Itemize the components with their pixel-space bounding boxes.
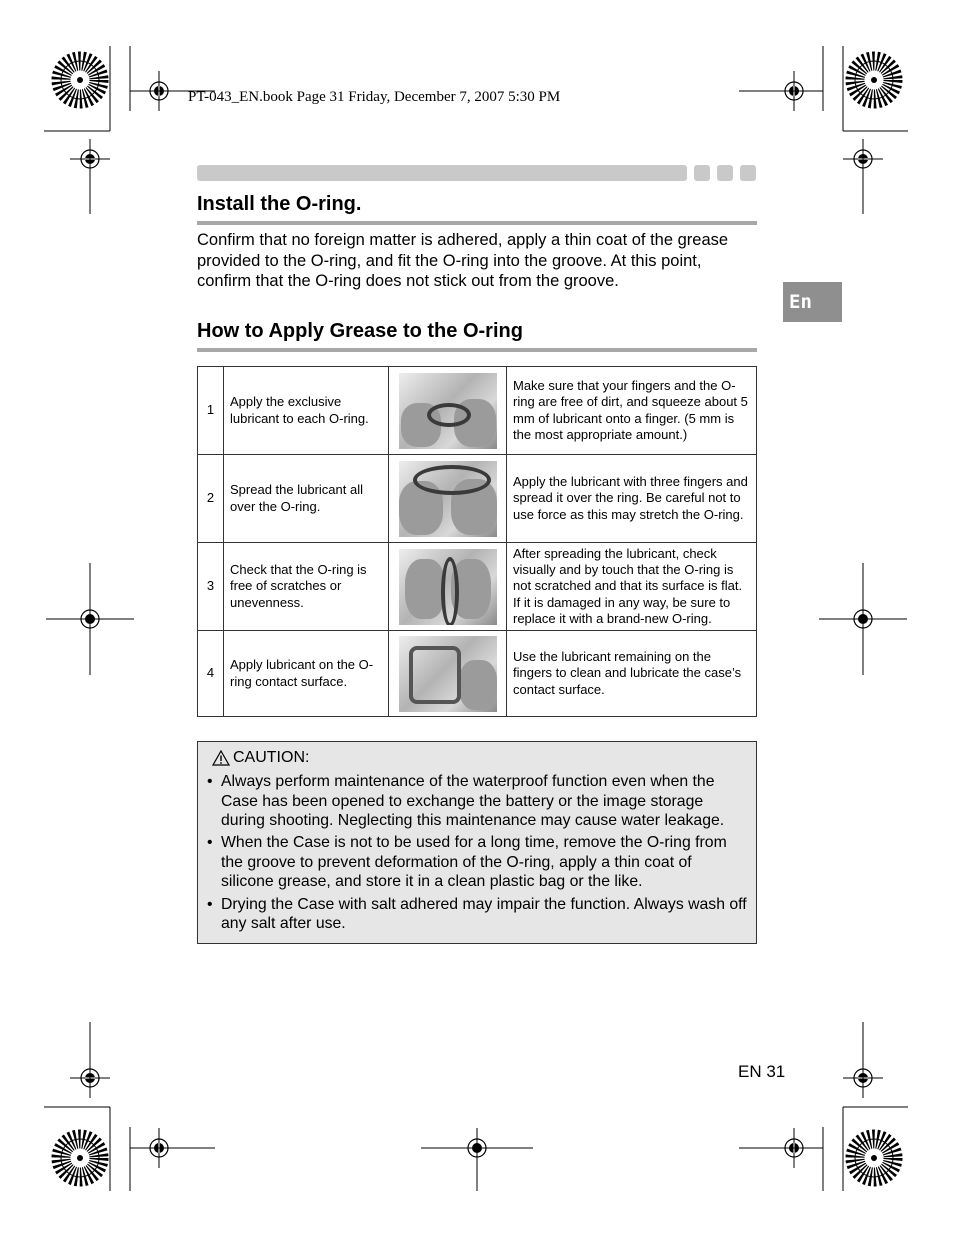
step-description: Apply the lubricant with three fingers and spread it over the ring. Be careful not to use force as this may stretch the O-ring. bbox=[507, 455, 757, 543]
step-number: 4 bbox=[198, 631, 224, 717]
step-action: Apply the exclusive lubricant to each O-ring. bbox=[224, 367, 389, 455]
step-number: 3 bbox=[198, 543, 224, 631]
hands-oring-photo bbox=[399, 373, 497, 449]
registration-star-icon bbox=[61, 61, 99, 99]
step-number: 2 bbox=[198, 455, 224, 543]
decorative-square bbox=[694, 165, 710, 181]
language-tab: En bbox=[783, 282, 842, 322]
step-description: After spreading the lubricant, check visually and by touch that the O-ring is not scratched and that its surface is flat. If it is damaged in any way, be sure to replace it with a brand-new O-ring. bbox=[507, 543, 757, 631]
table-row bbox=[198, 631, 757, 717]
step-description: Make sure that your fingers and the O-ring are free of dirt, and squeeze about 5 mm of lubricant onto a finger. (5 mm is the most appropriate amount.) bbox=[507, 367, 757, 455]
table-row bbox=[198, 367, 757, 455]
section-title-grease: How to Apply Grease to the O-ring bbox=[197, 320, 523, 342]
step-description: Use the lubricant remaining on the fingers to clean and lubricate the case’s contact surface. bbox=[507, 631, 757, 717]
list-item: • Always perform maintenance of the waterproof function even when the Case has been opened to exchange the battery or the image storage during shooting. Neglecting this maintenance may cause water leakage. bbox=[206, 772, 748, 831]
grease-steps-table bbox=[197, 366, 757, 717]
step-action: Check that the O-ring is free of scratches or unevenness. bbox=[224, 543, 389, 631]
section-rule bbox=[197, 348, 757, 352]
list-item: • Drying the Case with salt adhered may impair the function. Always wash off any salt after use. bbox=[206, 895, 748, 934]
warning-triangle-icon bbox=[212, 750, 230, 766]
step-number: 1 bbox=[198, 367, 224, 455]
section-title-install: Install the O-ring. bbox=[197, 193, 362, 215]
caution-title: CAUTION: bbox=[233, 749, 310, 766]
page-number: EN 31 bbox=[738, 1062, 786, 1081]
caution-list bbox=[206, 772, 748, 936]
step-action: Spread the lubricant all over the O-ring. bbox=[224, 455, 389, 543]
caution-box bbox=[197, 741, 757, 944]
table-row bbox=[198, 455, 757, 543]
top-decorative-bar bbox=[197, 165, 687, 181]
step-action: Apply lubricant on the O-ring contact surface. bbox=[224, 631, 389, 717]
list-item: • When the Case is not to be used for a long time, remove the O-ring from the groove to prevent deformation of the O-ring, apply a thin coat of silicone grease, and store it in a clean plastic bag or the like. bbox=[206, 833, 748, 892]
hands-spreading-photo bbox=[399, 461, 497, 537]
book-header-line: PT-043_EN.book Page 31 Friday, December 7, 2007 5:30 PM bbox=[188, 89, 561, 105]
section-rule bbox=[197, 221, 757, 225]
oring-check-photo bbox=[399, 549, 497, 625]
table-row bbox=[198, 543, 757, 631]
decorative-square bbox=[717, 165, 733, 181]
install-paragraph: Confirm that no foreign matter is adhered, apply a thin coat of the grease provided to the O-ring, and fit the O-ring into the groove. At this point, confirm that the O-ring does not stick out from the groove. bbox=[197, 231, 729, 290]
case-contact-photo bbox=[399, 636, 497, 712]
decorative-square bbox=[740, 165, 756, 181]
